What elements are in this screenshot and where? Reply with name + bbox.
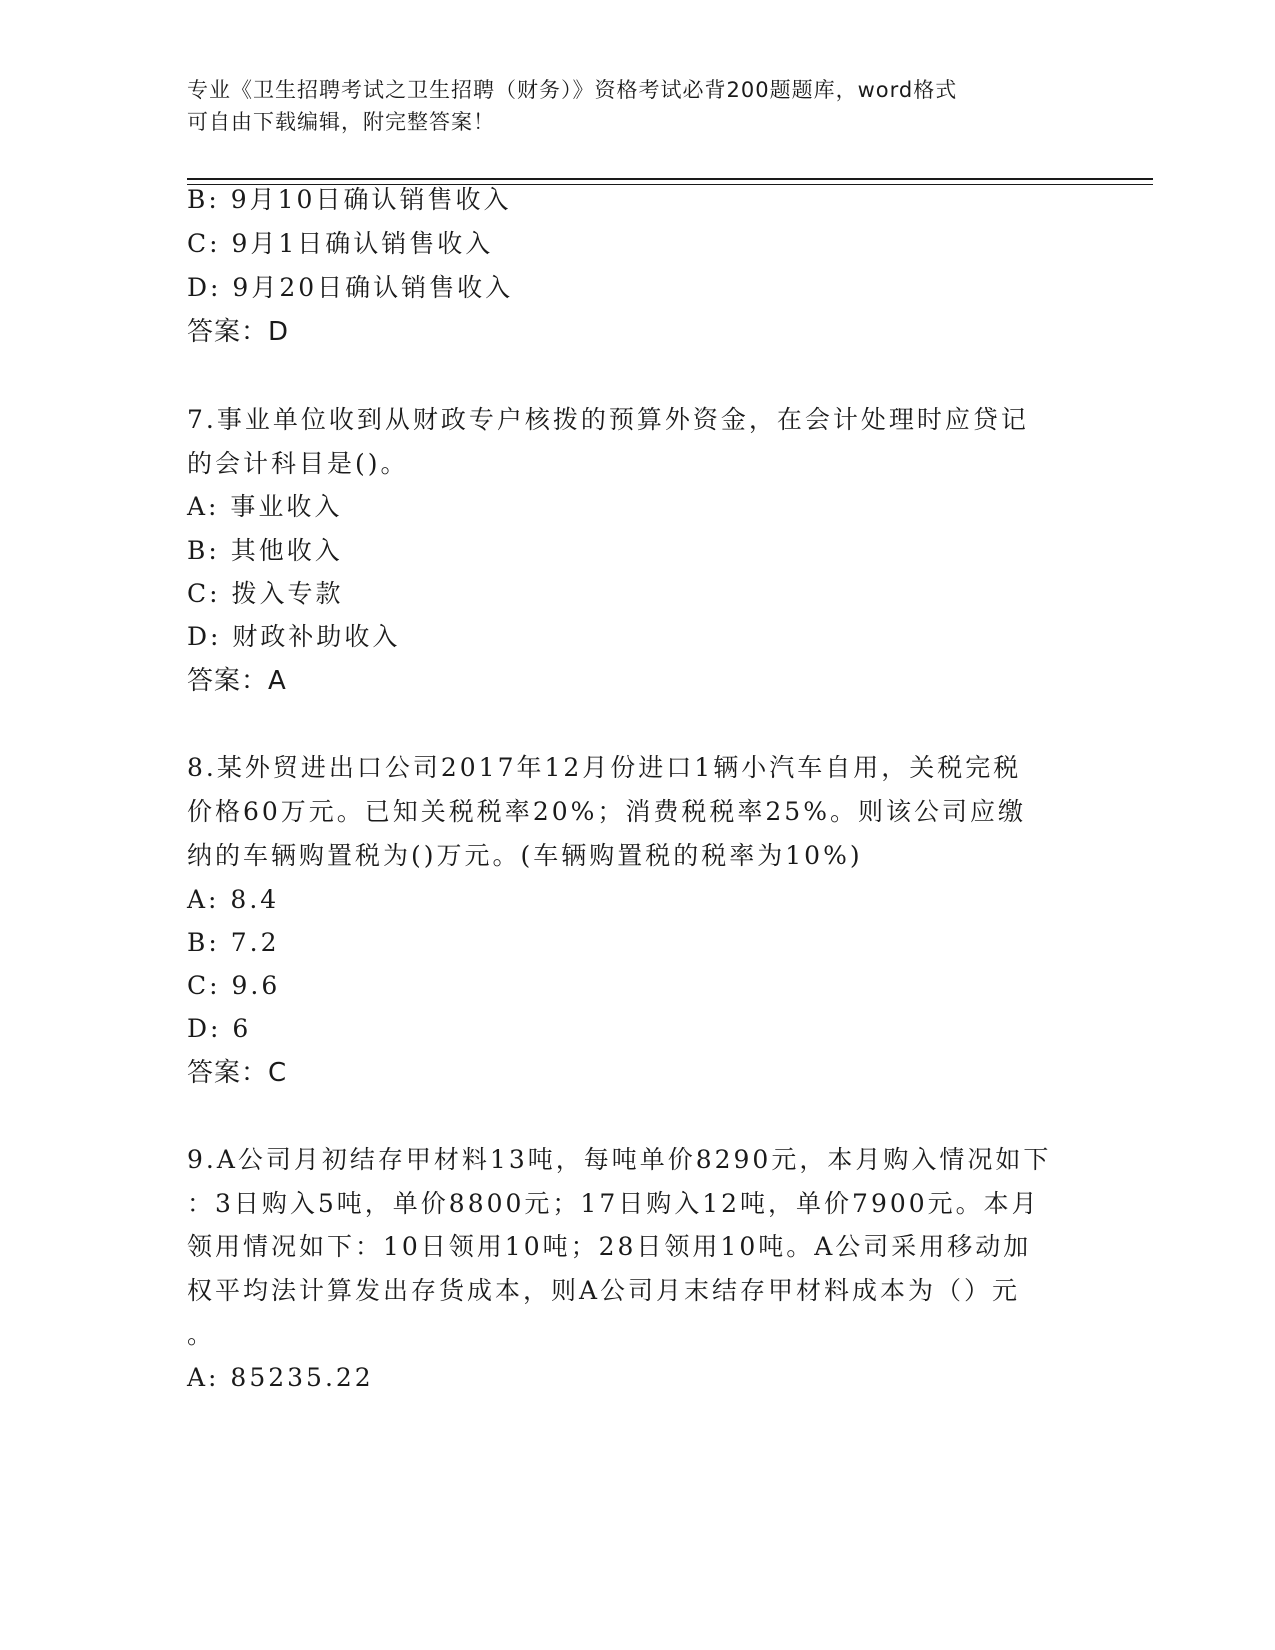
q9-stem-line-5: 。 [187,1320,216,1349]
q6-option-d: D: 9月20日确认销售收入 [187,273,514,302]
q7-stem-line-1: 7.事业单位收到从财政专户核拨的预算外资金，在会计处理时应贷记 [187,405,1029,434]
q6-option-b: B: 9月10日确认销售收入 [187,185,512,214]
q8-option-b: B: 7.2 [187,928,280,957]
q7-option-c: C: 拨入专款 [187,579,344,608]
document-header [187,74,1077,138]
q8-answer: 答案：C [187,1058,288,1088]
header-divider-thick [187,178,1153,180]
q7-stem-line-2: 的会计科目是()。 [187,449,409,478]
q6-answer: 答案：D [187,317,290,347]
q7-option-b: B: 其他收入 [187,536,343,565]
q8-stem-line-1: 8.某外贸进出口公司2017年12月份进口1辆小汽车自用，关税完税 [187,753,1022,782]
header-title-line-1: 专业《卫生招聘考试之卫生招聘（财务）》资格考试必背200题题库，word格式 [187,78,958,102]
header-title-line-2: 可自由下载编辑，附完整答案！ [187,110,495,134]
q7-option-d: D: 财政补助收入 [187,622,401,651]
q9-stem-line-1: 9.A公司月初结存甲材料13吨，每吨单价8290元，本月购入情况如下 [187,1145,1052,1174]
q9-stem-line-3: 领用情况如下：10日领用10吨；28日领用10吨。A公司采用移动加 [187,1232,1032,1261]
q6-option-c: C: 9月1日确认销售收入 [187,229,494,258]
q8-stem-line-3: 纳的车辆购置税为()万元。(车辆购置税的税率为10%) [187,841,863,870]
q9-option-a: A: 85235.22 [187,1363,374,1392]
q8-option-c: C: 9.6 [187,971,281,1000]
q8-stem-line-2: 价格60万元。已知关税税率20%；消费税税率25%。则该公司应缴 [187,797,1026,826]
q9-stem-line-4: 权平均法计算发出存货成本，则A公司月末结存甲材料成本为（）元 [187,1276,1021,1305]
q8-option-a: A: 8.4 [187,885,280,914]
q7-option-a: A: 事业收入 [187,492,343,521]
q7-answer: 答案：A [187,666,287,696]
q8-option-d: D: 6 [187,1014,252,1043]
q9-stem-line-2: ：3日购入5吨，单价8800元；17日购入12吨，单价7900元。本月 [187,1189,1040,1218]
